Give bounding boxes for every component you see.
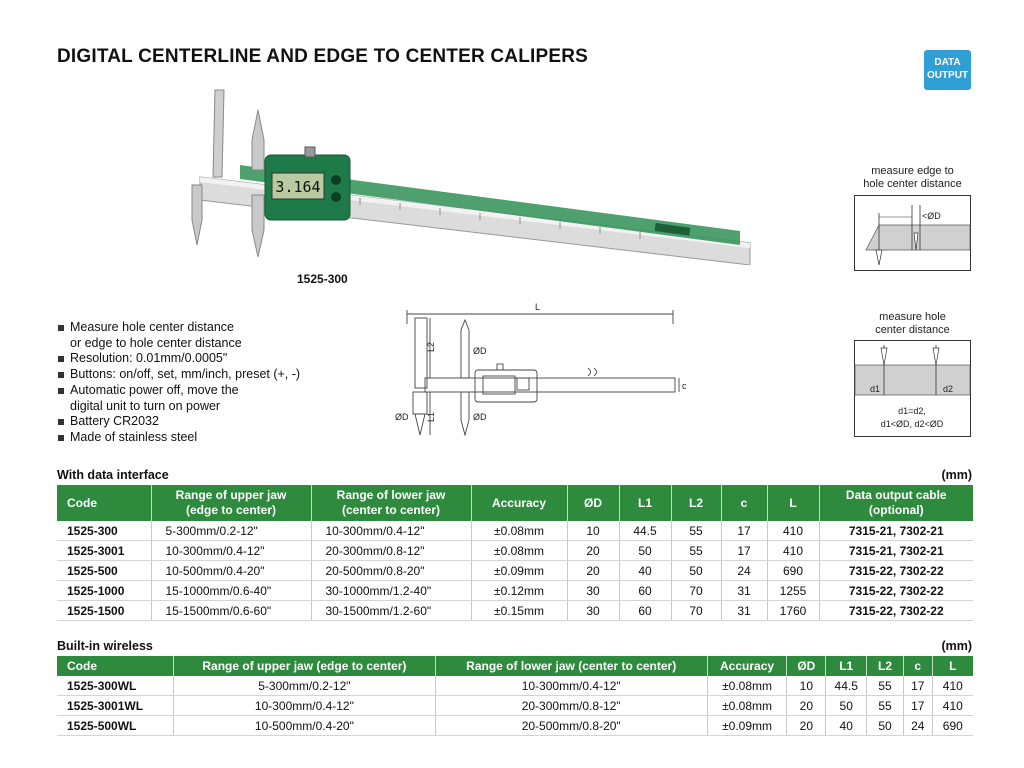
dim-label-L2: L2	[426, 341, 436, 352]
dim-label-L: L	[535, 302, 541, 312]
dim-label-od-top: ØD	[473, 346, 487, 356]
spec-table-data-interface	[57, 485, 973, 621]
feature-list	[57, 320, 300, 446]
col-l2: L2	[671, 485, 721, 521]
feature-item: Measure hole center distance or edge to hole center distance	[57, 320, 300, 351]
hole-center-diagram	[854, 340, 971, 437]
section-title-wireless: Built-in wireless	[57, 639, 153, 653]
data-output-badge	[924, 50, 971, 90]
dim-label-L1: L1	[426, 411, 436, 422]
section-title-data-interface: With data interface	[57, 468, 169, 482]
table-row: 1525-300WL 5-300mm/0.2-12" 10-300mm/0.4-12" ±0.08mm 10 44.5 55 17 410	[57, 676, 973, 696]
col-code: Code	[57, 485, 151, 521]
col-l: L	[932, 656, 973, 676]
table-row: 1525-3001 10-300mm/0.4-12" 20-300mm/0.8-12" ±0.08mm 20 50 55 17 410 7315-21, 7302-21	[57, 541, 973, 561]
col-code: Code	[57, 656, 174, 676]
col-upper-range: Range of upper jaw (edge to center)	[151, 485, 311, 521]
feature-item: Battery CR2032	[57, 414, 300, 430]
hole-d2-label: d2	[943, 384, 954, 394]
page-title: DIGITAL CENTERLINE AND EDGE TO CENTER CALIPERS	[57, 46, 589, 67]
col-accuracy: Accuracy	[471, 485, 567, 521]
col-l1: L1	[826, 656, 867, 676]
edge-to-center-diagram	[854, 195, 971, 271]
table-row: 1525-300 5-300mm/0.2-12" 10-300mm/0.4-12" ±0.08mm 10 44.5 55 17 410 7315-21, 7302-21	[57, 521, 973, 541]
lcd-reading: 3.164	[275, 178, 321, 196]
edge-diagram-caption: measure edge to hole center distance	[863, 165, 962, 190]
dimension-drawing	[385, 300, 695, 450]
col-c: c	[903, 656, 932, 676]
col-cable: Data output cable (optional)	[819, 485, 973, 521]
table-header-row	[57, 485, 973, 521]
col-c: c	[721, 485, 767, 521]
edge-od-label: <ØD	[922, 211, 941, 221]
unit-label-1: (mm)	[941, 468, 972, 482]
hole-diagram-caption: measure hole center distance	[875, 311, 950, 336]
table-row: 1525-500WL 10-500mm/0.4-20" 20-500mm/0.8-20" ±0.09mm 20 40 50 24 690	[57, 716, 973, 736]
feature-item: Made of stainless steel	[57, 430, 300, 446]
set-button	[331, 192, 341, 202]
dim-label-od-bottom: ØD	[473, 412, 487, 422]
lock-screw	[305, 147, 315, 157]
table-row: 1525-3001WL 10-300mm/0.4-12" 20-300mm/0.8-12" ±0.08mm 20 50 55 17 410	[57, 696, 973, 716]
spec-table-wireless	[57, 656, 973, 736]
table-row: 1525-1000 15-1000mm/0.6-40" 30-1000mm/1.2-40" ±0.12mm 30 60 70 31 1255 7315-22, 7302-22	[57, 581, 973, 601]
unit-label-2: (mm)	[941, 639, 972, 653]
col-lower-range: Range of lower jaw (center to center)	[311, 485, 471, 521]
upper-jaw-fixed	[213, 90, 224, 177]
col-l1: L1	[619, 485, 671, 521]
hole-d1-label: d1	[870, 384, 881, 394]
table-row: 1525-1500 15-1500mm/0.6-60" 30-1500mm/1.2-60" ±0.15mm 30 60 70 31 1760 7315-22, 7302-22	[57, 601, 973, 621]
lower-tip-fixed	[192, 185, 202, 245]
dim-label-c: c	[682, 381, 687, 391]
upper-tip-slider	[252, 110, 264, 170]
hole-note-2: d1<ØD, d2<ØD	[880, 419, 944, 429]
power-button	[331, 175, 341, 185]
col-od: ØD	[567, 485, 619, 521]
col-lower-range: Range of lower jaw (center to center)	[435, 656, 707, 676]
model-label: 1525-300	[297, 272, 348, 286]
feature-item: Resolution: 0.01mm/0.0005"	[57, 351, 300, 367]
hole-note-1: d1=d2,	[898, 406, 926, 416]
col-upper-range: Range of upper jaw (edge to center)	[174, 656, 436, 676]
caliper-photo	[180, 85, 760, 265]
col-accuracy: Accuracy	[707, 656, 787, 676]
feature-item: Buttons: on/off, set, mm/inch, preset (+, -)	[57, 367, 300, 383]
badge-line-1: DATA	[934, 57, 961, 68]
table-header-row	[57, 656, 973, 676]
lower-tip-slider	[252, 195, 264, 257]
dim-label-od-left: ØD	[395, 412, 409, 422]
feature-item: Automatic power off, move the digital unit to turn on power	[57, 383, 300, 414]
col-od: ØD	[787, 656, 826, 676]
col-l: L	[767, 485, 819, 521]
col-l2: L2	[867, 656, 904, 676]
badge-line-2: OUTPUT	[926, 70, 969, 81]
table-row: 1525-500 10-500mm/0.4-20" 20-500mm/0.8-20" ±0.09mm 20 40 50 24 690 7315-22, 7302-22	[57, 561, 973, 581]
